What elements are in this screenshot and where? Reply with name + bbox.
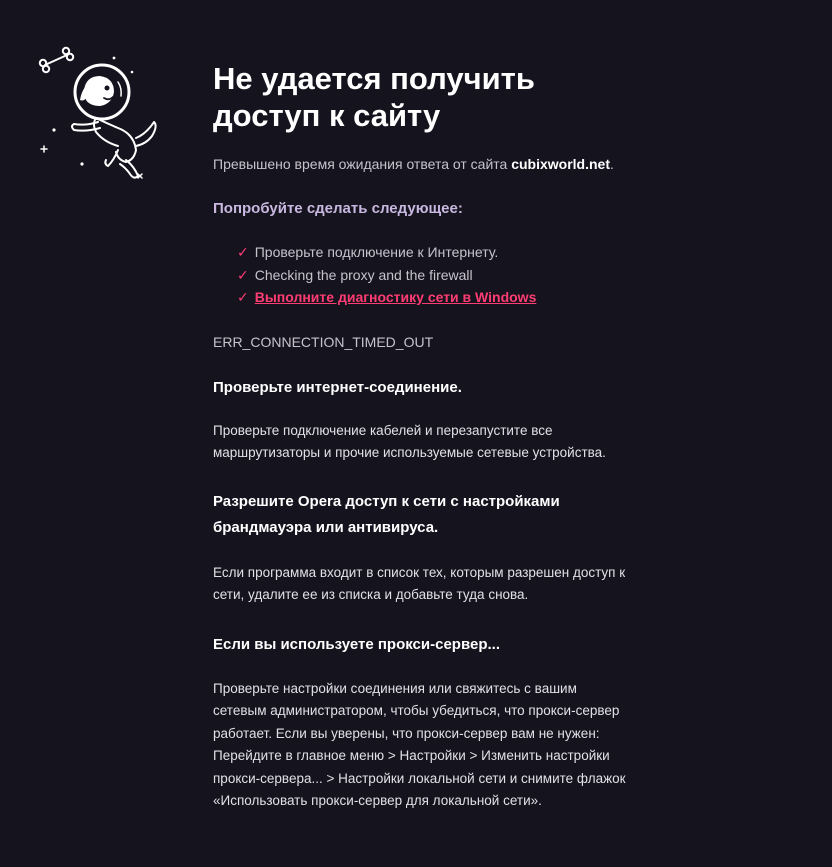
host-name: cubixworld.net (511, 156, 610, 172)
suggestions-list (237, 241, 633, 309)
space-dog-illustration (34, 42, 164, 187)
check-icon: ✓ (237, 289, 249, 305)
suggestion-text: Проверьте подключение к Интернету. (254, 244, 499, 260)
section-body-proxy: Проверьте настройки соединения или свяжитесь с вашим сетевым администратором, чтобы убедиться, что прокси-сервер работает. Если вы уверены, что прокси-сервер вам не нужен: Перейдите в главное меню > Настройки > Изменить настройки прокси-сервера... > Настройки локальной сети и снимите флажок «Использовать прокси-сервер для локальной сети». (213, 680, 626, 808)
suggestion-item (237, 286, 633, 309)
error-code: ERR_CONNECTION_TIMED_OUT (213, 333, 434, 350)
suggestion-text: Checking the proxy and the firewall (254, 266, 473, 283)
error-content (213, 60, 633, 813)
check-icon: ✓ (237, 266, 249, 283)
network-diagnostics-link[interactable]: Выполните диагностику сети в Windows (254, 289, 537, 305)
description-suffix: . (610, 156, 614, 172)
section-title-proxy: Если вы используете прокси-сервер... (213, 635, 500, 653)
bone-icon (40, 48, 73, 72)
section-body-firewall: Если программа входит в список тех, которым разрешен доступ к сети, удалите ее из списка и добавьте туда снова. (213, 564, 626, 602)
error-description (213, 155, 633, 173)
check-icon: ✓ (237, 244, 249, 260)
section-body-check-connection: Проверьте подключение кабелей и перезапустите все маршрутизаторы и прочие используемые сетевые устройства. (213, 422, 606, 460)
page-title: Не удается получить доступ к сайту (213, 61, 535, 133)
description-text: Превышено время ожидания ответа от сайта (213, 156, 512, 172)
section-title-check-connection: Проверьте интернет-соединение. (213, 378, 462, 396)
suggestions-heading: Попробуйте сделать следующее: (213, 200, 463, 217)
suggestion-item (237, 241, 633, 264)
section-title-firewall: Разрешите Opera доступ к сети с настройками брандмауэра или антивируса. (213, 492, 560, 536)
suggestion-item (237, 264, 633, 287)
